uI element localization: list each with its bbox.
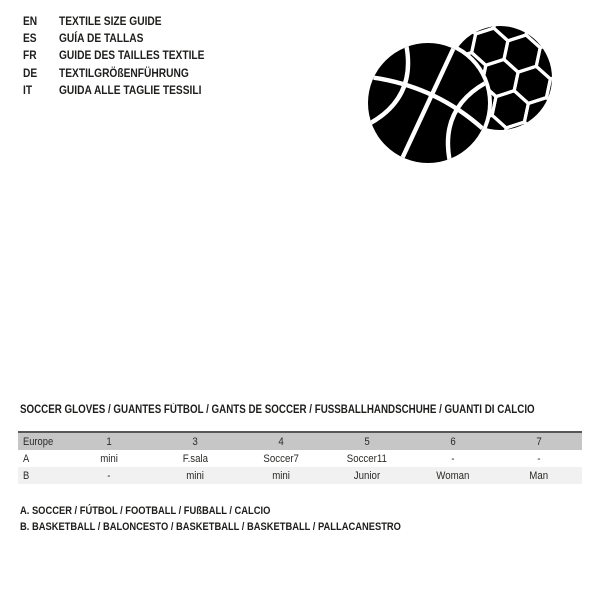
footnotes [20,505,468,536]
header-cell-text: 1 [106,435,112,448]
cell-text: Man [529,469,549,482]
size-table-row-a [18,450,582,467]
lang-label: GUÍA DE TALLAS [59,31,144,46]
lang-code [23,83,59,97]
size-cell [410,467,496,484]
cell-text: - [107,469,111,482]
cell-text: Woman [436,469,470,482]
lang-code-text: FR [23,48,37,63]
header-cell-size [152,432,238,450]
lang-row-de [23,64,230,81]
lang-code [23,31,59,45]
cell-text: Soccer11 [346,452,388,465]
size-table-row-b [18,467,582,484]
lang-code-text: ES [23,31,37,46]
header-cell-text: Europe [23,435,54,448]
lang-code [23,48,59,62]
basketball-soccer-ball-icon [363,13,565,169]
cell-text: Soccer7 [263,452,299,465]
language-title-list [23,12,230,99]
header-cell-region [18,432,66,450]
size-cell [152,467,238,484]
header-cell-text: 6 [450,435,456,448]
header-cell-text: 3 [192,435,198,448]
header-cell-size [324,432,410,450]
cell-text: - [451,452,455,465]
size-cell [238,450,324,467]
header-cell-size [496,432,582,450]
lang-code-text: DE [23,65,38,80]
row-label-cell [18,467,66,484]
size-table-title [20,404,600,416]
cell-text: B [23,469,30,482]
size-cell [66,450,152,467]
size-cell [66,467,152,484]
lang-row-en [23,12,230,29]
footnote-a-text: A. SOCCER / FÚTBOL / FOOTBALL / FUßBALL / CALCIO [20,505,271,517]
lang-code-text: IT [23,83,33,98]
cell-text: Junior [353,469,381,482]
size-cell [324,467,410,484]
lang-code [23,14,59,28]
lang-label: GUIDA ALLE TAGLIE TESSILI [59,83,202,98]
header-cell-text: 4 [278,435,284,448]
size-cell [410,450,496,467]
size-table-title-text: SOCCER GLOVES / GUANTES FÚTBOL / GANTS DE SOCCER / FUSSBALLHANDSCHUHE / GUANTI DI CALCIO [20,404,535,416]
cell-text: - [537,452,541,465]
lang-row-fr [23,47,230,64]
header-cell-size [410,432,496,450]
lang-code [23,66,59,80]
header-cell-size [66,432,152,450]
size-cell [324,450,410,467]
size-cell [238,467,324,484]
size-cell [152,450,238,467]
lang-code-text: EN [23,13,38,28]
lang-label: GUIDE DES TAILLES TEXTILE [59,48,205,63]
lang-row-it [23,82,230,99]
footnote-a [20,505,468,521]
size-table-header-row [18,432,582,450]
header-cell-text: 5 [364,435,370,448]
footnote-b [20,521,468,537]
balls-illustration [363,13,565,169]
lang-label: TEXTILE SIZE GUIDE [59,13,162,28]
footnote-b-text: B. BASKETBALL / BALONCESTO / BASKETBALL / BASKETBALL / PALLACANESTRO [20,520,401,533]
header-cell-size [238,432,324,450]
cell-text: F.sala [182,452,208,465]
row-label-cell [18,450,66,467]
cell-text: A [23,452,30,465]
size-cell [496,467,582,484]
lang-row-es [23,29,230,46]
cell-text: mini [186,469,204,482]
size-table [18,431,582,484]
header-cell-text: 7 [536,435,542,448]
cell-text: mini [100,452,118,465]
lang-label: TEXTILGRÖßENFÜHRUNG [59,65,189,80]
cell-text: mini [272,469,290,482]
size-cell [496,450,582,467]
